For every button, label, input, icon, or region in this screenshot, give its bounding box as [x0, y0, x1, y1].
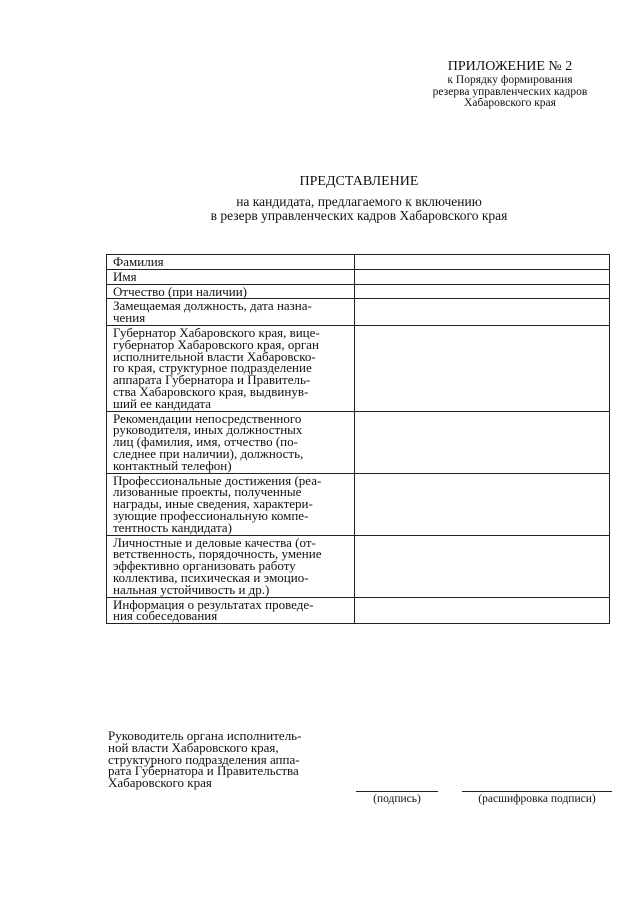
table-row: [107, 411, 610, 473]
row-value-cell: [355, 473, 610, 535]
row-label: Губернатор Хабаровского края, вице- губернатор Хабаровского края, орган исполнительной власти Хабаровско- го края, структурное подразделение аппарата Губернатора и Правитель- ства Хабаровского края, выдвинув- ший ее кандидата: [113, 324, 320, 411]
row-label: Имя: [113, 268, 137, 284]
document-subtitle-line: в резерв управленческих кадров Хабаровского края: [210, 208, 508, 223]
row-label: Отчество (при наличии): [113, 283, 248, 299]
row-value-cell: [355, 325, 610, 411]
appendix-line: к Порядку формирования: [447, 74, 573, 86]
document-subtitle-line: на кандидата, предлагаемого к включению: [236, 194, 482, 209]
row-label: Замещаемая должность, дата назна- чения: [113, 298, 312, 326]
signature-decode-caption: (расшифровка подписи): [478, 793, 596, 805]
row-label-cell: [107, 269, 355, 284]
row-label: Рекомендации непосредственного руководителя, иных должностных лиц (фамилия, имя, отчество (по- следнее при наличии), должность, контактный телефон): [113, 410, 304, 473]
appendix-block: [400, 59, 620, 110]
row-value-cell: [355, 411, 610, 473]
row-label-cell: [107, 284, 355, 299]
signatory-position: Руководитель органа исполнитель- ной власти Хабаровского края, структурного подразделения аппа- рата Губернатора и Правительства Хабаровского края: [108, 728, 302, 791]
row-label: Личностные и деловые качества (от- ветственность, порядочность, умение эффективно организовать работу коллектива, психическая и эмоцио- нальная устойчивость и др.): [113, 534, 322, 597]
table-row: [107, 473, 610, 535]
row-label: Информация о результатах проведе- ния собеседования: [113, 596, 314, 624]
row-label-cell: [107, 325, 355, 411]
signature-caption: (подпись): [373, 793, 421, 805]
signature-decode-line: [462, 791, 612, 792]
row-value-cell: [355, 597, 610, 624]
row-label-cell: [107, 597, 355, 624]
table-row: [107, 299, 610, 326]
row-label-cell: [107, 535, 355, 597]
table-row: [107, 255, 610, 270]
row-label-cell: [107, 473, 355, 535]
table-row: [107, 325, 610, 411]
candidate-form-table: [106, 254, 610, 624]
row-value-cell: [355, 535, 610, 597]
appendix-line: Хабаровского края: [464, 97, 556, 109]
appendix-line: резерва управленческих кадров: [432, 85, 588, 98]
row-value-cell: [355, 299, 610, 326]
row-label-cell: [107, 255, 355, 270]
row-label-cell: [107, 411, 355, 473]
row-label: Профессиональные достижения (реа- лизованные проекты, полученные награды, иные сведения, характери- зующие профессиональную компе- тентность кандидата): [113, 472, 322, 535]
row-label-cell: [107, 299, 355, 326]
appendix-title: ПРИЛОЖЕНИЕ № 2: [447, 59, 573, 74]
signature-line: [356, 791, 438, 792]
table-row: [107, 284, 610, 299]
row-value-cell: [355, 269, 610, 284]
table-row: [107, 597, 610, 624]
document-title: ПРЕДСТАВЛЕНИЕ: [299, 174, 419, 189]
row-value-cell: [355, 255, 610, 270]
table-row: [107, 535, 610, 597]
document-heading: [100, 174, 618, 223]
row-label: Фамилия: [113, 254, 164, 269]
row-value-cell: [355, 284, 610, 299]
table-row: [107, 269, 610, 284]
